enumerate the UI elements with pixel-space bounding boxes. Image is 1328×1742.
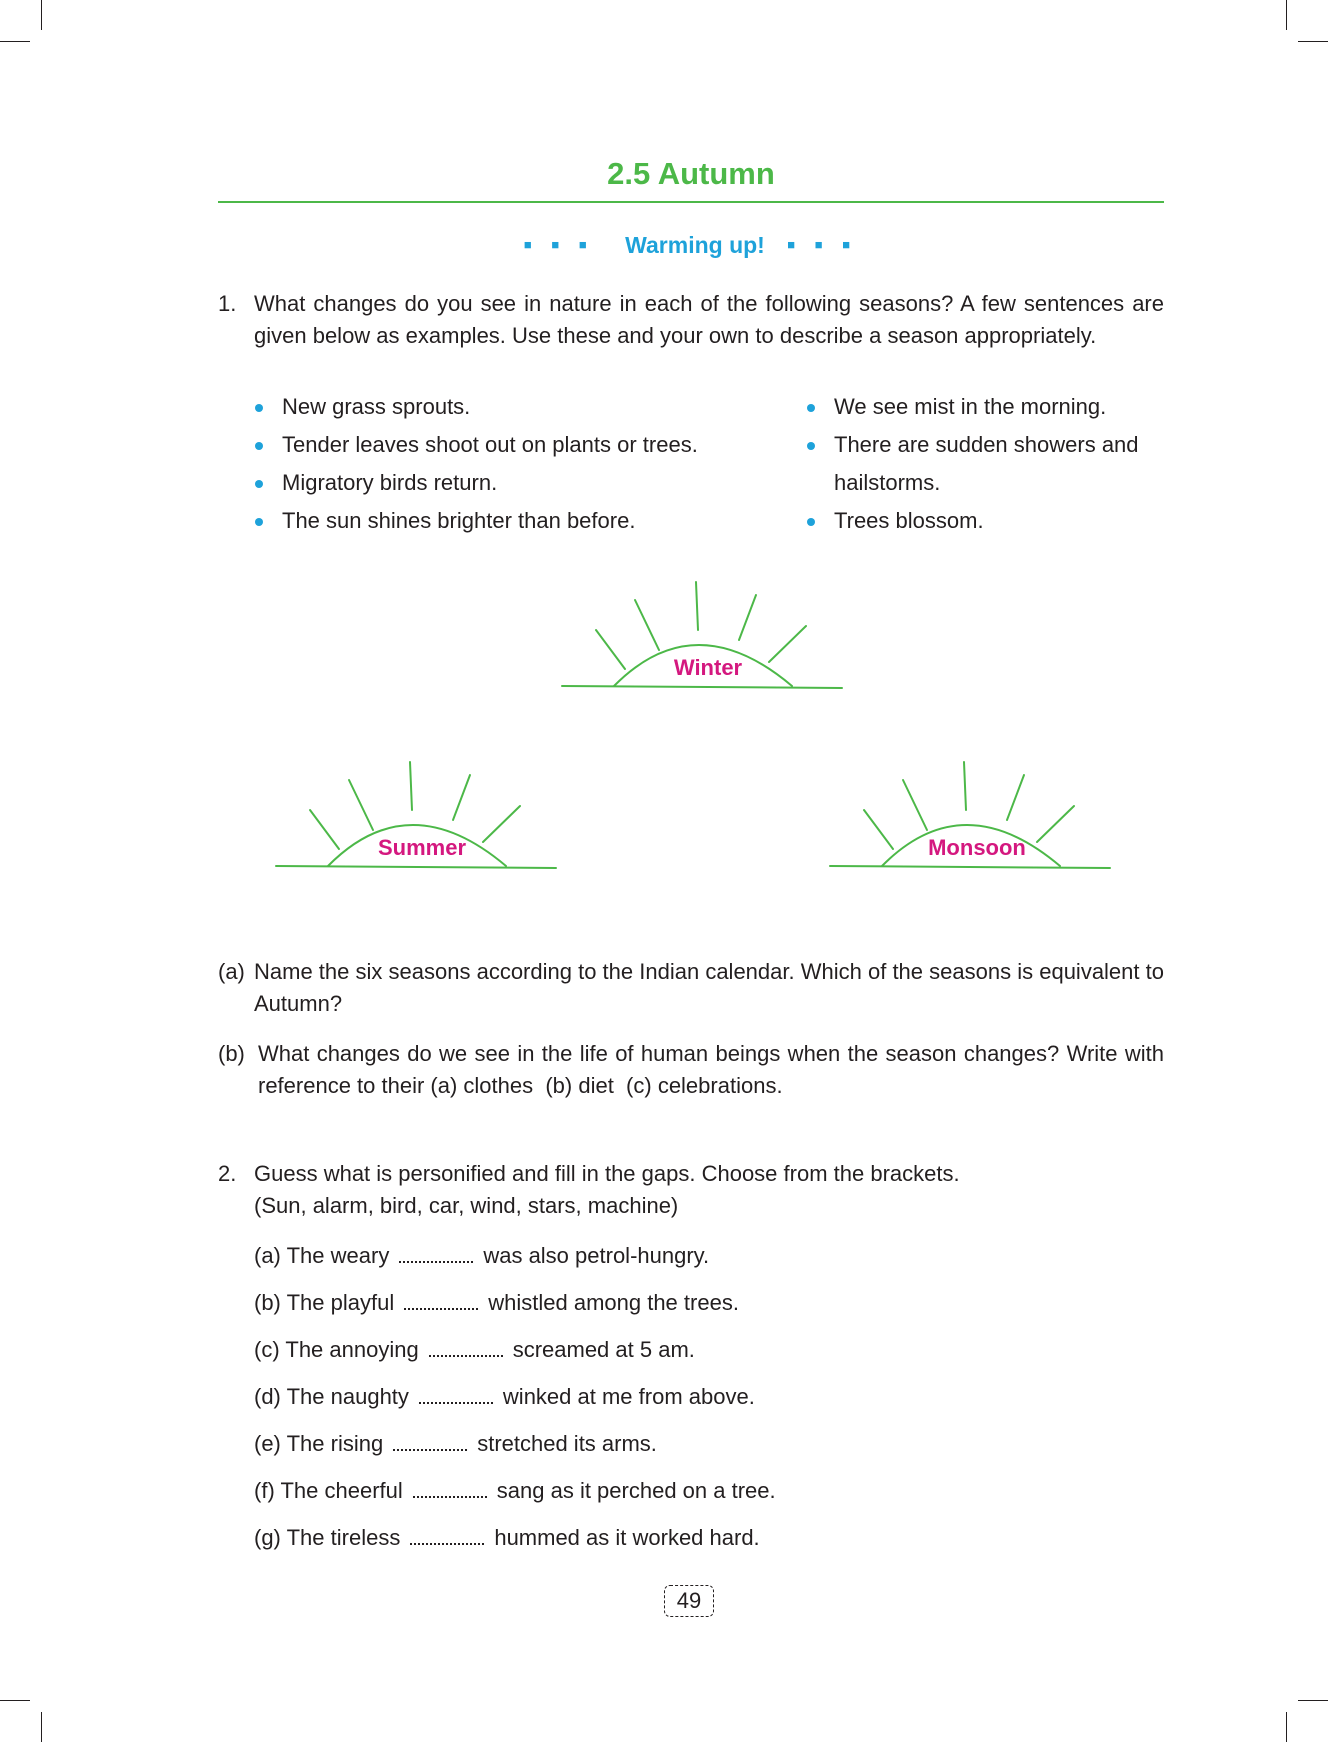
list-item [806,502,1166,540]
item-text-after: hummed as it worked hard. [494,1525,760,1550]
season-label-winter: Winter [673,655,743,680]
bullet-text: Migratory birds return. [282,470,498,495]
item-text-before: The cheerful [280,1478,403,1503]
question-2 [218,1158,1164,1222]
answer-blank[interactable] [413,1482,487,1498]
square-bullets-right: ■ ■ ■ [787,237,859,252]
item-label: (d) [254,1384,281,1409]
list-item [254,1514,1154,1561]
item-text-before: The tireless [286,1525,401,1550]
item-label: (c) [254,1337,280,1362]
answer-blank[interactable] [404,1294,478,1310]
item-text-before: The weary [286,1243,390,1268]
item-label: (b) [254,1290,281,1315]
bullet-text: We see mist in the morning. [834,394,1107,419]
list-item [254,502,774,540]
page-number: 49 [664,1585,714,1617]
question-1b [218,1038,1171,1102]
answer-blank[interactable] [419,1388,493,1404]
bullet-dot-icon [807,518,815,526]
answer-blank[interactable] [399,1247,473,1263]
warmup-label: Warming up! [625,232,765,258]
list-item [254,1279,1154,1326]
crop-mark [1298,1700,1328,1701]
question-text: Name the six seasons according to the Indian calendar. Which of the seasons is equivalent to Autumn? [254,959,1164,1016]
item-text-before: The naughty [286,1384,409,1409]
square-bullets-left: ■ ■ ■ [523,237,595,252]
question-label: (a) [218,959,245,984]
list-item [254,1232,1154,1279]
bullet-dot-icon [255,442,263,450]
list-item [806,426,1166,502]
title-underline [218,201,1164,203]
item-label: (g) [254,1525,281,1550]
bullet-dot-icon [255,480,263,488]
list-item [254,388,774,426]
bullet-text: New grass sprouts. [282,394,471,419]
bullet-list-left [254,388,774,540]
bullet-dot-icon [255,404,263,412]
list-item [254,1326,1154,1373]
crop-mark [41,0,42,30]
item-label: (a) [254,1243,281,1268]
question-label: (b) [218,1041,245,1066]
bullet-dot-icon [807,404,815,412]
item-label: (e) [254,1431,281,1456]
season-label-summer: Summer [377,835,467,860]
bullet-text: There are sudden showers and hailstorms. [834,432,1139,495]
page-title: 2.5 Autumn [607,156,775,191]
list-item [254,426,774,464]
warmup-heading [218,228,1164,262]
item-text-before: The playful [286,1290,395,1315]
list-item [254,1420,1154,1467]
item-text-before: The rising [286,1431,384,1456]
question-number: 1. [218,291,237,316]
bullet-text: Trees blossom. [834,508,984,533]
bullet-text: The sun shines brighter than before. [282,508,636,533]
item-label: (f) [254,1478,275,1503]
list-item [254,1467,1154,1514]
answer-blank[interactable] [429,1341,503,1357]
crop-mark [1286,1712,1287,1742]
crop-mark [0,1700,30,1701]
bullet-dot-icon [807,442,815,450]
list-item [806,388,1166,426]
item-text-after: whistled among the trees. [488,1290,739,1315]
bullet-text: Tender leaves shoot out on plants or trees. [282,432,698,457]
crop-mark [41,1712,42,1742]
bullet-dot-icon [255,518,263,526]
crop-mark [0,41,30,42]
answer-blank[interactable] [393,1435,467,1451]
fill-in-list [254,1232,1154,1561]
crop-mark [1286,0,1287,30]
item-text-after: winked at me from above. [502,1384,755,1409]
item-text-after: screamed at 5 am. [512,1337,695,1362]
question-text: Guess what is personified and fill in the gaps. Choose from the brackets. [254,1161,960,1186]
choices-text: (Sun, alarm, bird, car, wind, stars, machine) [254,1193,679,1218]
item-text-after: sang as it perched on a tree. [496,1478,776,1503]
question-1 [218,288,1164,352]
item-text-before: The annoying [285,1337,419,1362]
question-number: 2. [218,1161,237,1186]
item-text-after: was also petrol-hungry. [483,1243,710,1268]
list-item [254,1373,1154,1420]
season-label-monsoon: Monsoon [928,835,1026,860]
crop-mark [1298,41,1328,42]
question-1a [218,956,1164,1020]
answer-blank[interactable] [410,1529,484,1545]
question-text: What changes do we see in the life of human beings when the season changes? Write with reference to their (a) clothes (b) diet (c) celebrations. [258,1041,1171,1098]
list-item [254,464,774,502]
bullet-list-right [806,388,1166,540]
question-text: What changes do you see in nature in each of the following seasons? A few sentences are given below as examples. Use these and your own to describe a season appropriately. [254,291,1164,348]
item-text-after: stretched its arms. [477,1431,657,1456]
